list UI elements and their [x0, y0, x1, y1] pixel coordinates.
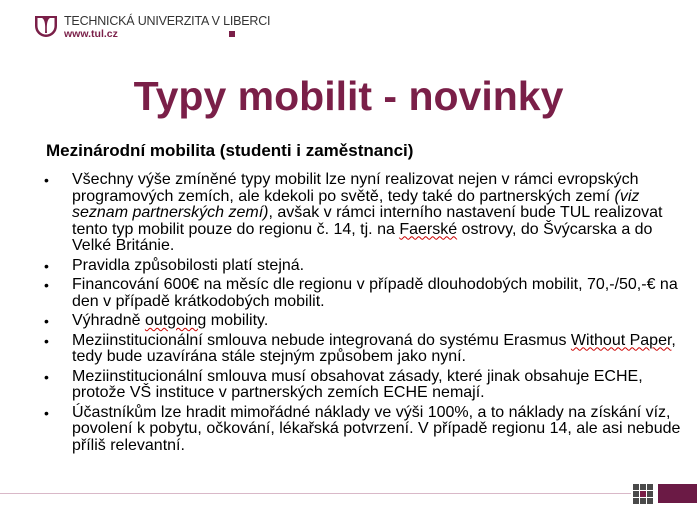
- bullet-item: [44, 277, 684, 310]
- bullet-item: [44, 369, 684, 402]
- bullet-text: Meziinstitucionální smlouva nebude integrovaná do systému Erasmus: [72, 331, 571, 349]
- institution-url[interactable]: www.tul.cz: [64, 28, 118, 40]
- bullet-item: [44, 172, 684, 255]
- bullet-item: [44, 258, 684, 275]
- bullet-text: Výhradně: [72, 312, 145, 329]
- italic-text: (viz seznam partnerských zemí): [72, 187, 640, 221]
- slide-subtitle: Mezinárodní mobilita (studenti i zaměstnanci): [46, 141, 414, 160]
- spellcheck-flagged-word: outgoing: [144, 312, 207, 329]
- slide-title: Typy mobilit - novinky: [133, 73, 564, 119]
- tul-logo-icon: [34, 14, 58, 38]
- bullet-text: Pravidla způsobilosti platí stejná.: [72, 256, 305, 274]
- bullet-item: [44, 313, 684, 330]
- bullet-text: mobility.: [206, 312, 269, 329]
- footer-divider: [0, 493, 631, 494]
- bullet-text: Všechny výše zmíněné typy mobilit lze nyní realizovat nejen v rámci evropských programových zemích, ale kdekoli po světě, tedy také do partnerských zemí: [72, 171, 639, 205]
- bullet-text: Financování 600€ na měsíc dle regionu v případě dlouhodobých mobilit, 70,-/50,-€ na den v případě krátkodobých mobilit.: [72, 276, 678, 310]
- bullet-text: , tedy bude uzavírána stále stejným způsobem jako nyní.: [72, 331, 676, 365]
- bullet-item: [44, 405, 684, 455]
- bullet-text: Meziinstitucionální smlouva musí obsahovat zásady, které jinak obsahuje ECHE, protože VŠ instituce v partnerských zemích ECHE nemají.: [72, 367, 643, 401]
- footer-accent-block: [658, 484, 697, 503]
- grid-icon: [633, 484, 653, 504]
- bullet-item: [44, 333, 684, 366]
- institution-name: TECHNICKÁ UNIVERZITA V LIBERCI: [64, 14, 271, 28]
- spellcheck-flagged-word: Without Paper: [570, 331, 672, 349]
- spellcheck-flagged-word: Faerské: [399, 220, 458, 238]
- bullet-text: , avšak v rámci interního nastavení bude TUL realizovat tento typ mobilit pouze do regionu č. 14, tj. na: [72, 204, 663, 238]
- header-accent-square: [229, 31, 235, 37]
- bullet-text: ostrovy, do Švýcarska a do Velké Británie.: [72, 220, 653, 254]
- bullet-list: [44, 172, 684, 457]
- bullet-text: Účastníkům lze hradit mimořádné náklady ve výši 100%, a to náklady na získání víz, povolení k pobytu, očkování, lékařská potvrzení. V případě regionu 14, ale asi nebude příliš relevantní.: [72, 403, 681, 454]
